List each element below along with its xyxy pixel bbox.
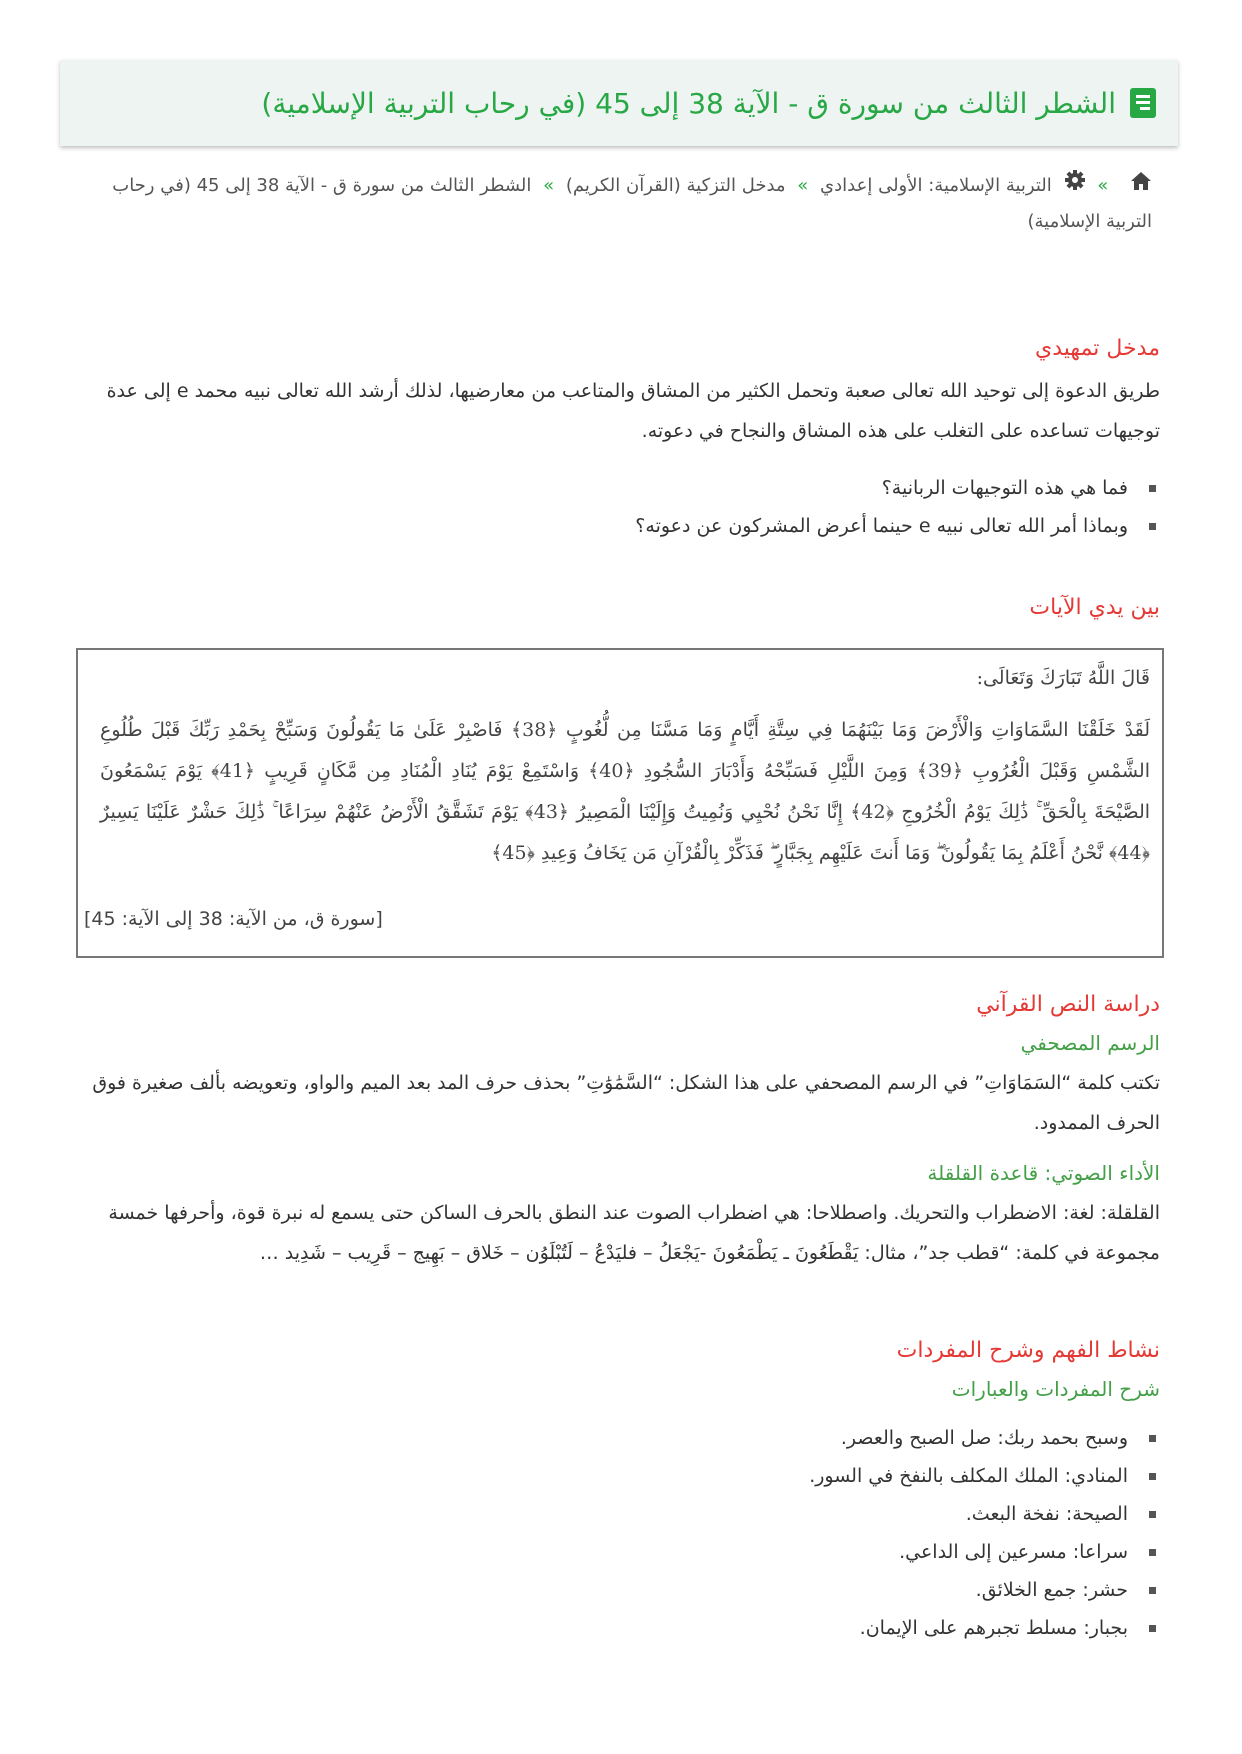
breadcrumb-separator: » — [543, 175, 555, 196]
list-item: بجبار: مسلط تجبرهم على الإيمان. — [70, 1609, 1160, 1647]
gear-icon — [1064, 168, 1086, 204]
adaa-heading: الأداء الصوتي: قاعدة القلقلة — [927, 1161, 1160, 1185]
list-item: المنادي: الملك المكلف بالنفخ في السور. — [70, 1457, 1160, 1495]
vocab-list — [70, 1419, 1160, 1647]
vocab-heading: نشاط الفهم وشرح المفردات — [896, 1338, 1160, 1363]
intro-questions — [70, 469, 1160, 545]
rasm-heading: الرسم المصحفي — [1020, 1031, 1160, 1055]
list-item: وسبح بحمد ربك: صل الصبح والعصر. — [70, 1419, 1160, 1457]
verse-text: لَقَدْ خَلَقْنَا السَّمَاوَاتِ وَالْأَرْضَ وَمَا بَيْنَهُمَا فِي سِتَّةِ أَيَّامٍ وَمَا مَسَّنَا مِن لُّغُوبٍ ﴿38﴾ فَاصْبِرْ عَلَىٰ مَا يَقُولُونَ وَسَبِّحْ بِحَمْدِ رَبِّكَ قَبْلَ طُلُوعِ الشَّمْسِ وَقَبْلَ الْغُرُوبِ ﴿39﴾ وَمِنَ اللَّيْلِ فَسَبِّحْهُ وَأَدْبَارَ السُّجُودِ ﴿40﴾ وَاسْتَمِعْ يَوْمَ يُنَادِ الْمُنَادِ مِن مَّكَانٍ قَرِيبٍ ﴿41﴾ يَوْمَ يَسْمَعُونَ الصَّيْحَةَ بِالْحَقِّ ۚ ذَٰلِكَ يَوْمُ الْخُرُوجِ ﴿42﴾ إِنَّا نَحْنُ نُحْيِي وَنُمِيتُ وَإِلَيْنَا الْمَصِيرُ ﴿43﴾ يَوْمَ تَشَقَّقُ الْأَرْضُ عَنْهُمْ سِرَاعًا ۚ ذَٰلِكَ حَشْرٌ عَلَيْنَا يَسِيرٌ ﴿44﴾ نَّحْنُ أَعْلَمُ بِمَا يَقُولُونَ ۖ وَمَا أَنتَ عَلَيْهِم بِجَبَّارٍ ۖ فَذَكِّرْ بِالْقُرْآنِ مَن يَخَافُ وَعِيدِ ﴿45﴾ — [100, 719, 1151, 864]
vocab-section — [70, 1338, 1160, 1647]
breadcrumb — [112, 168, 1152, 240]
study-heading: دراسة النص القرآني — [976, 992, 1160, 1017]
breadcrumb-separator: » — [797, 175, 809, 196]
vocab-subheading: شرح المفردات والعبارات — [951, 1377, 1160, 1401]
verses-section — [70, 595, 1160, 620]
breadcrumb-separator: » — [1097, 175, 1109, 196]
verses-box — [76, 648, 1164, 958]
adaa-paragraph: القلقلة: لغة: الاضطراب والتحريك. واصطلاحا: هي اضطراب الصوت عند النطق بالحرف الساكن حتى يسمع له نبرة قوة، وأحرفها خمسة مجموعة في كلمة: “قطب جد”، مثال: يَقْطَعُونَ ـ يَطْمَعُونَ -يَجْعَلُ – فليَدْعُ – لَتُبْلَوُن – خَلاق – بَهِيج – قَرِيب – شَدِيد … — [108, 1202, 1160, 1264]
breadcrumb-link-section[interactable]: مدخل التزكية (القرآن الكريم) — [565, 175, 786, 196]
intro-heading: مدخل تمهيدي — [1035, 336, 1160, 361]
list-item: حشر: جمع الخلائق. — [70, 1571, 1160, 1609]
intro-section — [70, 336, 1160, 545]
study-section — [70, 992, 1160, 1273]
verses-heading: بين يدي الآيات — [1029, 595, 1160, 620]
breadcrumb-link-course[interactable]: التربية الإسلامية: الأولى إعدادي — [820, 175, 1052, 196]
list-item: وبماذا أمر الله تعالى نبيه e حينما أعرض المشركون عن دعوته؟ — [70, 507, 1160, 545]
page-header — [60, 60, 1178, 146]
verse-reference: [سورة ق، من الآية: 38 إلى الآية: 45] — [84, 908, 383, 930]
list-item: سراعا: مسرعين إلى الداعي. — [70, 1533, 1160, 1571]
page-title: الشطر الثالث من سورة ق - الآية 38 إلى 45 (في رحاب التربية الإسلامية) — [261, 86, 1116, 120]
home-icon[interactable] — [1130, 168, 1152, 204]
list-item: فما هي هذه التوجيهات الربانية؟ — [70, 469, 1160, 507]
list-item: الصيحة: نفخة البعث. — [70, 1495, 1160, 1533]
rasm-paragraph: تكتب كلمة “السَمَاوَاتِ” في الرسم المصحفي على هذا الشكل: “السَّمَٰوَٰتِ” بحذف حرف المد بعد الميم والواو، وتعويضه بألف صغيرة فوق الحرف الممدود. — [92, 1072, 1160, 1134]
intro-paragraph: طريق الدعوة إلى توحيد الله تعالى صعبة وتحمل الكثير من المشاق والمتاعب من معارضيها، لذلك أرشد الله تعالى نبيه محمد e إلى عدة توجيهات تساعده على التغلب على هذه المشاق والنجاح في دعوته. — [106, 380, 1160, 442]
verse-intro: قَالَ اللَّهُ تَبَارَكَ وَتَعَالَى: — [976, 667, 1150, 689]
breadcrumb-current: الشطر الثالث من سورة ق - الآية 38 إلى 45 (في رحاب التربية الإسلامية) — [112, 175, 1152, 232]
document-icon — [1130, 88, 1156, 118]
